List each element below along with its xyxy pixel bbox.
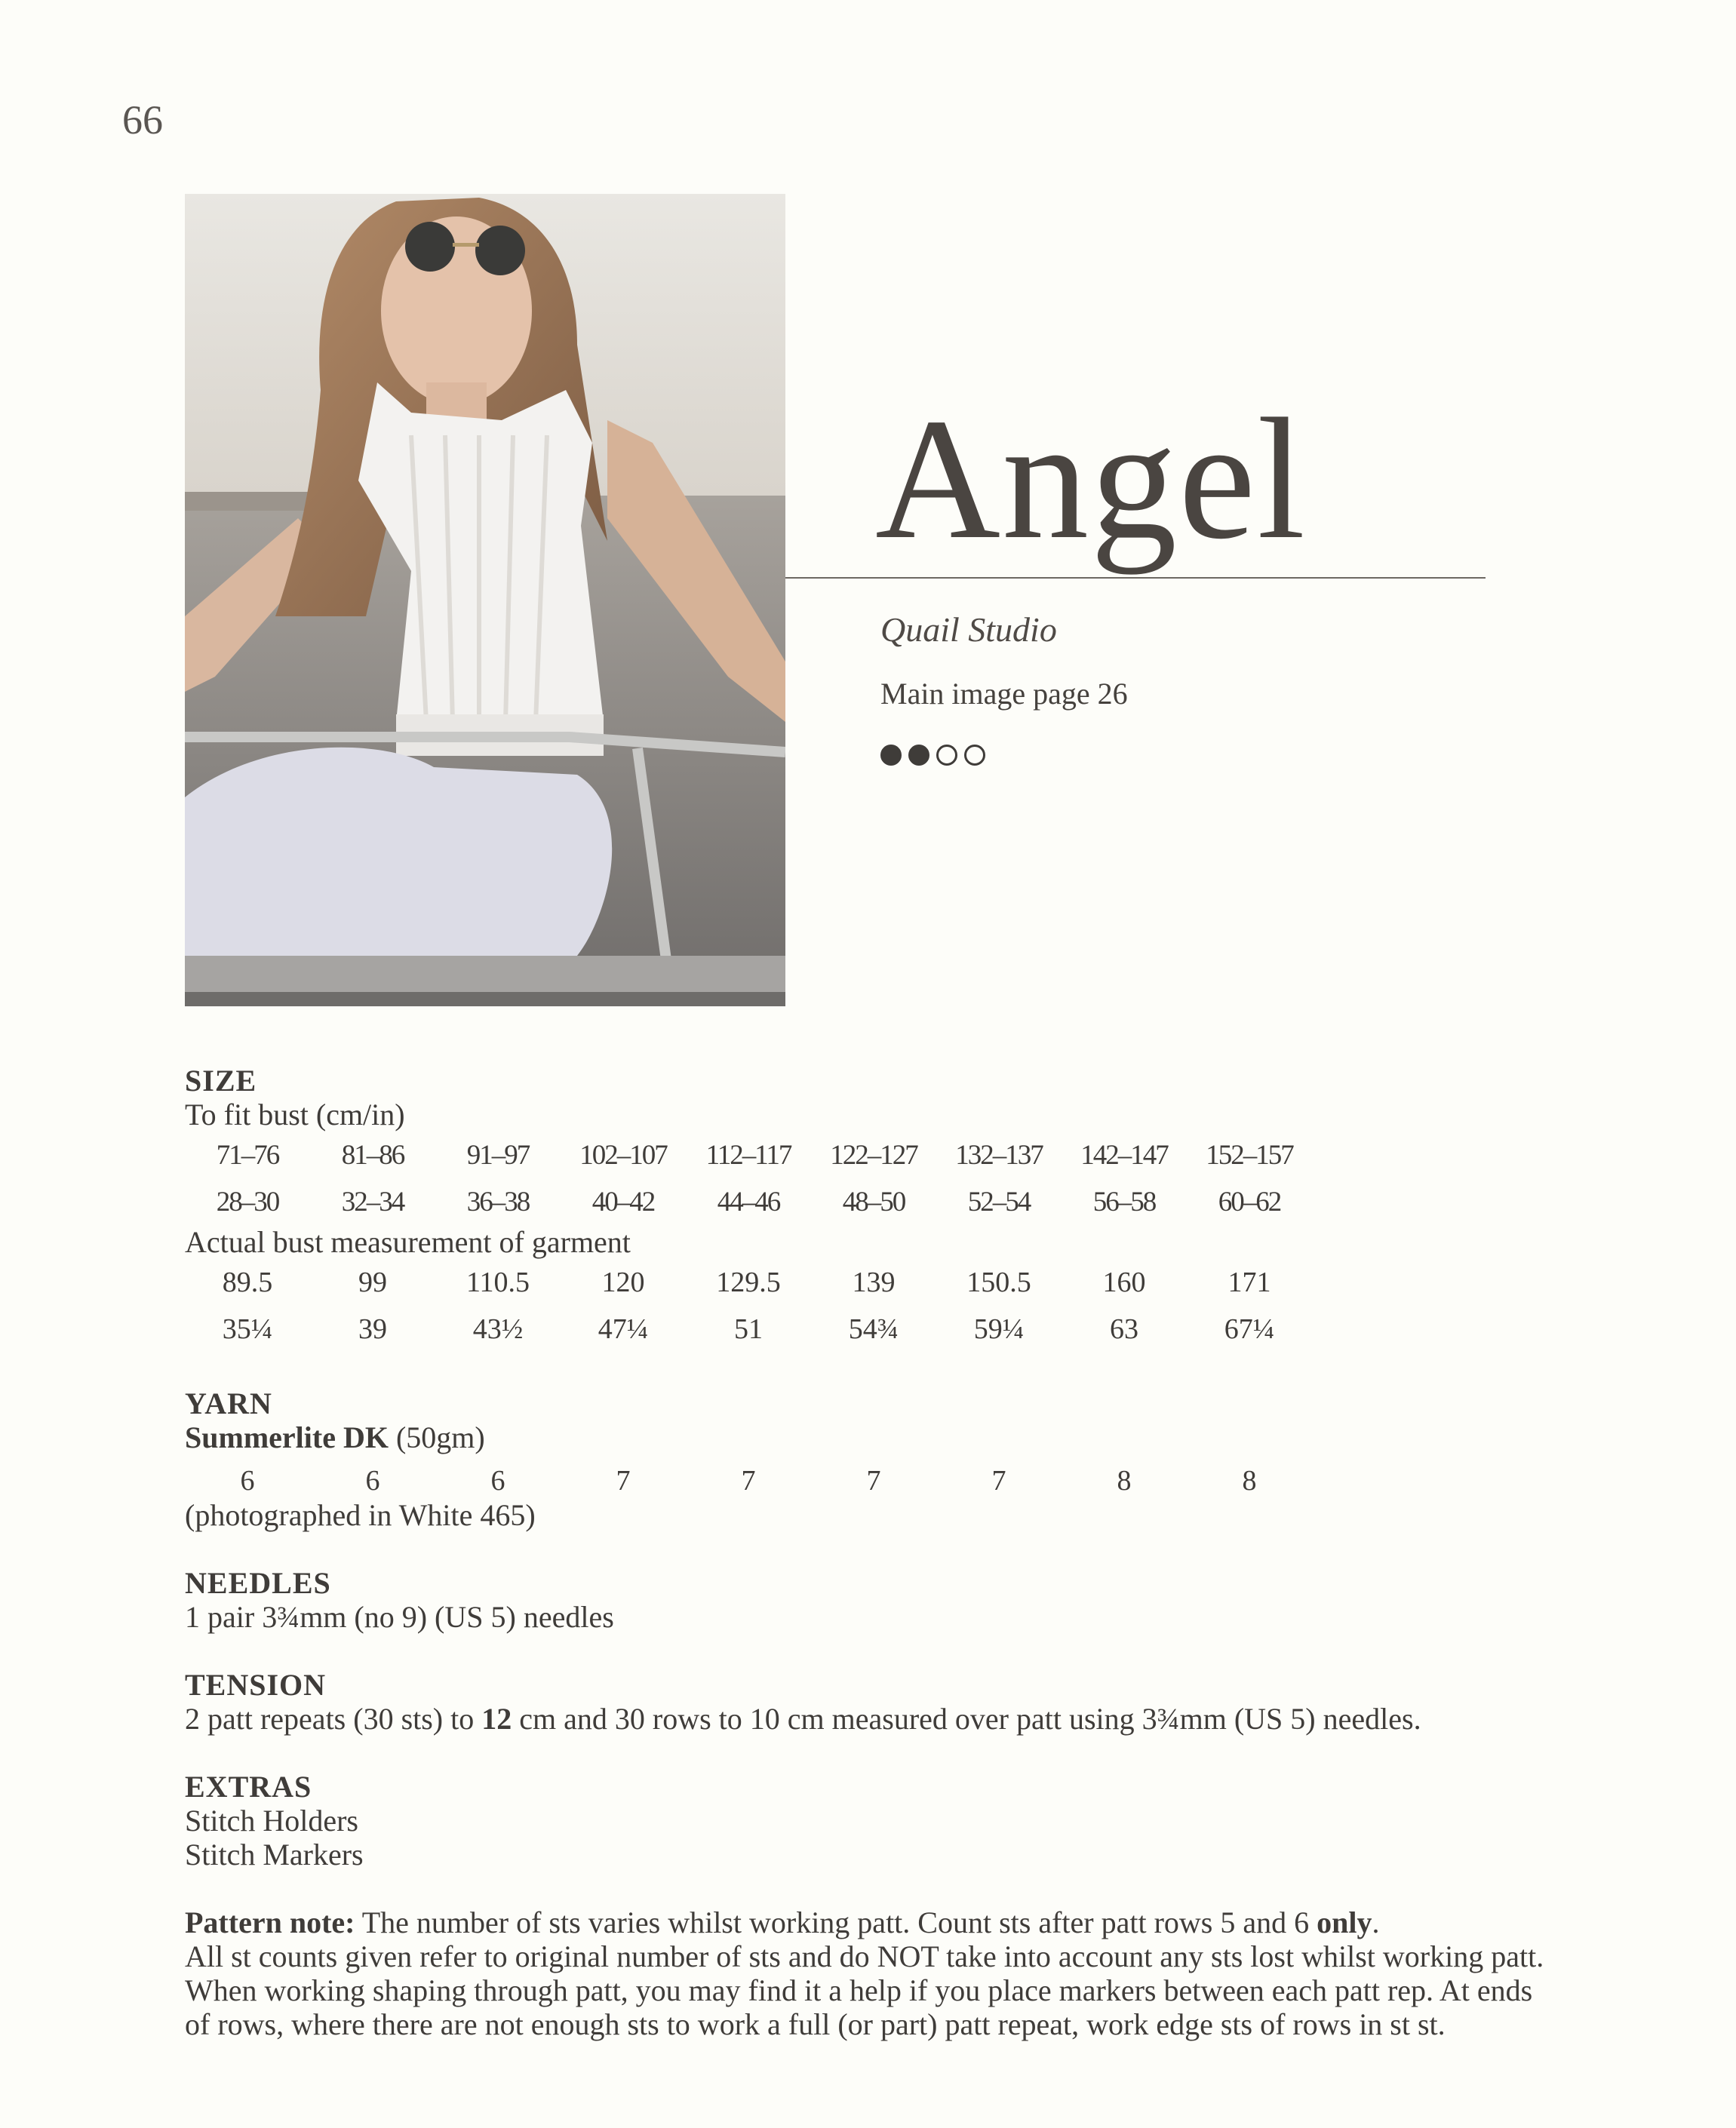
size-cell: 122–127 [830,1139,917,1171]
measurement-cell: 99 [358,1266,387,1298]
difficulty-dot-filled [880,745,902,766]
yarn-quantity-cell: 7 [741,1465,756,1497]
tension-text [185,1702,1618,1736]
needles-heading: NEEDLES [185,1566,331,1600]
pattern-note-line: When working shaping through patt, you may find it a help if you place markers between each patt rep. At ends [185,1973,1533,2007]
size-cell: 132–137 [955,1139,1043,1171]
actual-in-row [185,1306,1618,1353]
measurement-cell: 59¼ [973,1313,1025,1345]
actual-measurement-label: Actual bust measurement of garment [185,1225,631,1259]
size-cell: 44–46 [717,1186,780,1218]
pattern-note-line: All st counts given refer to original number of sts and do NOT take into account any sts lost whilst working patt. [185,1939,1544,1973]
yarn-quantity-cell: 7 [866,1465,881,1497]
tension-text-start: 2 patt repeats (30 sts) to [185,1702,482,1736]
measurement-cell: 110.5 [465,1266,530,1298]
size-cell: 52–54 [967,1186,1031,1218]
actual-cm-row [185,1259,1618,1306]
yarn-quantity-cell: 8 [1242,1465,1257,1497]
to-fit-label: To fit bust (cm/in) [185,1098,405,1132]
extras-heading: EXTRAS [185,1770,312,1804]
yarn-quantity-cell: 7 [991,1465,1006,1497]
measurement-cell: 150.5 [966,1266,1031,1298]
measurement-cell: 171 [1227,1266,1271,1298]
needles-text: 1 pair 3¾mm (no 9) (US 5) needles [185,1600,614,1634]
to-fit-in-row [185,1178,1618,1225]
size-cell: 81–86 [341,1139,404,1171]
yarn-quantity-cell: 8 [1117,1465,1132,1497]
measurement-cell: 39 [358,1313,387,1345]
yarn-weight: (50gm) [395,1420,485,1454]
difficulty-dot-empty [936,745,957,766]
pattern-details [185,1064,1618,2041]
yarn-quantity-cell: 6 [365,1465,380,1497]
model-photo-illustration [185,194,785,1006]
yarn-heading: YARN [185,1386,272,1420]
yarn-quantity-cell: 6 [490,1465,505,1497]
size-cell: 48–50 [842,1186,905,1218]
size-cell: 142–147 [1080,1139,1168,1171]
measurement-cell: 120 [601,1266,645,1298]
extras-item: Stitch Holders [185,1804,358,1838]
size-cell: 102–107 [579,1139,667,1171]
yarn-quantity-row [185,1454,1618,1498]
measurement-cell: 35¼ [222,1313,273,1345]
size-cell: 71–76 [216,1139,279,1171]
size-cell: 56–58 [1092,1186,1156,1218]
tension-text-end: cm and 30 rows to 10 cm measured over patt using 3¾mm (US 5) needles. [512,1702,1421,1736]
pattern-note [185,1905,1618,2041]
size-cell: 40–42 [591,1186,655,1218]
difficulty-dot-filled [908,745,929,766]
measurement-cell: 63 [1110,1313,1138,1345]
yarn-description [185,1420,1618,1454]
tension-width-value: 12 [481,1702,512,1736]
pattern-note-end: . [1372,1905,1380,1939]
pattern-note-line: The number of sts varies whilst working patt. Count sts after patt rows 5 and 6 [355,1905,1317,1939]
title-divider [785,577,1486,579]
pattern-note-label: Pattern note: [185,1905,355,1939]
measurement-cell: 51 [734,1313,763,1345]
size-cell: 32–34 [341,1186,404,1218]
pattern-note-emphasis: only [1317,1905,1372,1939]
pattern-title: Angel [875,382,1307,575]
yarn-quantity-cell: 6 [240,1465,255,1497]
tension-heading: TENSION [185,1668,327,1702]
to-fit-cm-row [185,1132,1618,1178]
size-cell: 28–30 [216,1186,279,1218]
measurement-cell: 89.5 [222,1266,273,1298]
yarn-quantity-cell: 7 [616,1465,631,1497]
measurement-cell: 43½ [472,1313,524,1345]
measurement-cell: 139 [852,1266,896,1298]
measurement-cell: 54¾ [848,1313,899,1345]
difficulty-rating [880,745,985,766]
size-cell: 60–62 [1218,1186,1281,1218]
page-number: 66 [122,97,163,143]
main-image-reference: Main image page 26 [880,677,1128,711]
designer-name: Quail Studio [880,610,1057,649]
size-cell: 36–38 [466,1186,530,1218]
measurement-cell: 160 [1102,1266,1146,1298]
size-cell: 152–157 [1206,1139,1293,1171]
photographed-colour: (photographed in White 465) [185,1498,536,1532]
yarn-name: Summerlite DK [185,1420,389,1454]
model-photo [185,194,785,1006]
measurement-cell: 129.5 [716,1266,781,1298]
size-heading: SIZE [185,1064,257,1098]
extras-item: Stitch Markers [185,1838,364,1872]
measurement-cell: 47¼ [598,1313,649,1345]
size-cell: 112–117 [705,1139,791,1171]
size-cell: 91–97 [466,1139,530,1171]
difficulty-dot-empty [964,745,985,766]
measurement-cell: 67¼ [1224,1313,1275,1345]
pattern-note-line: of rows, where there are not enough sts to work a full (or part) patt repeat, work edge sts of rows in st st. [185,2007,1446,2041]
